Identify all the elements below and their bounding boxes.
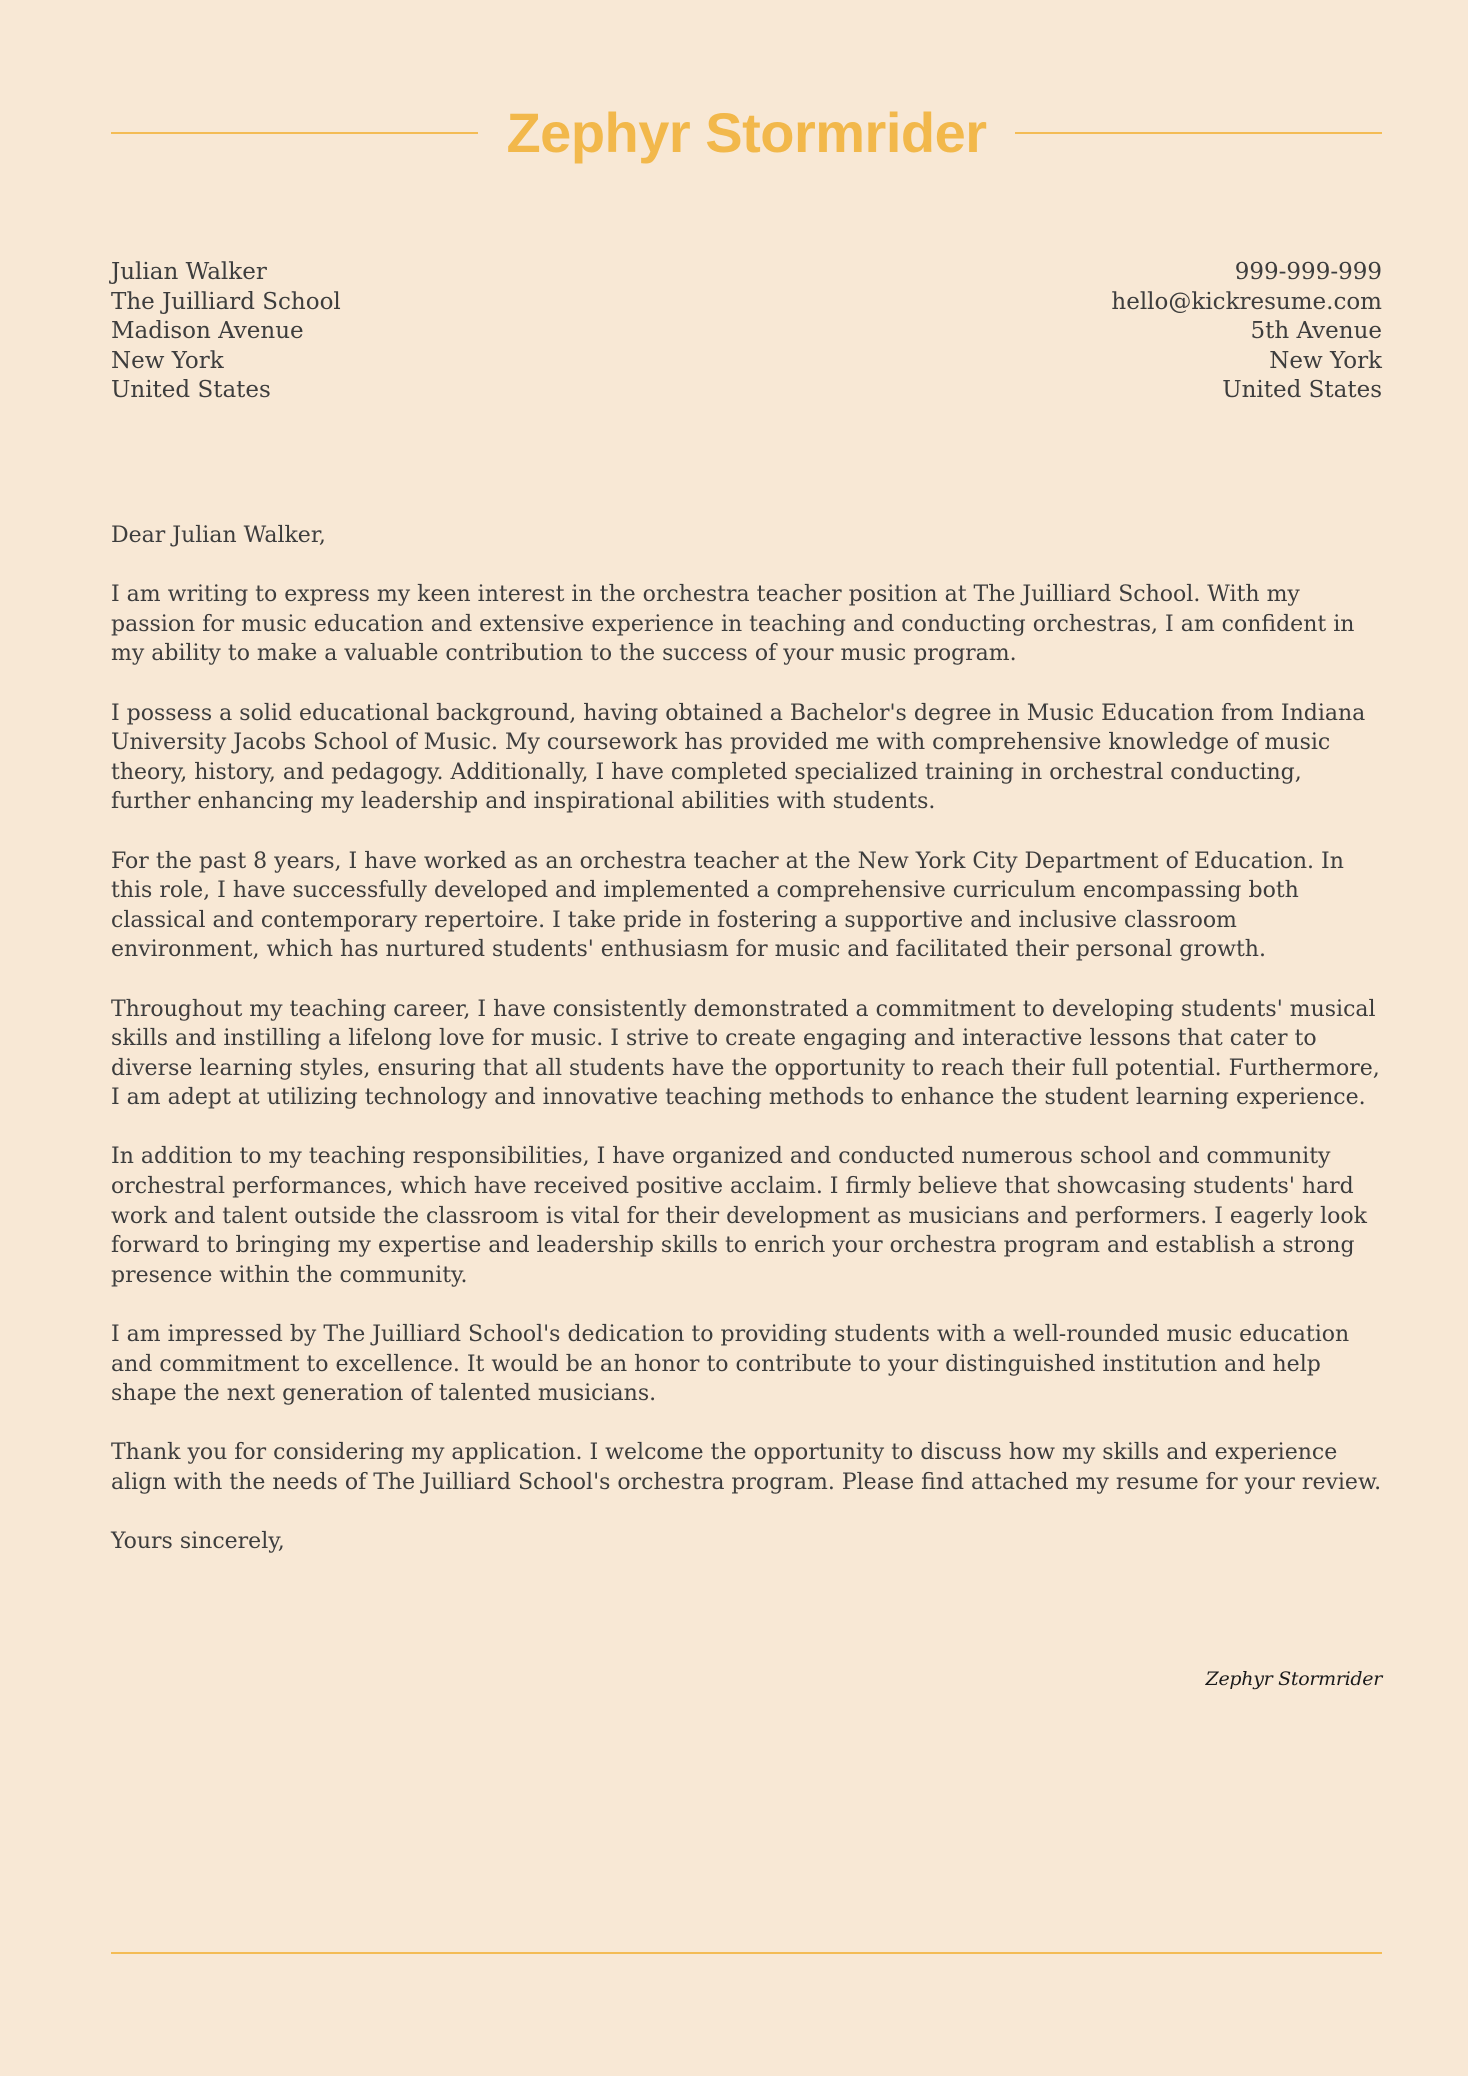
footer-divider <box>111 1952 1382 1954</box>
sender-name-title: Zephyr Stormrider <box>506 101 987 164</box>
header-divider-right <box>1015 132 1382 134</box>
letter-body <box>111 521 1382 1586</box>
letter-paragraph: In addition to my teaching responsibilities, I have organized and conducted numerous school and community orchestral performances, which have received positive acclaim. I firmly believe that showcasing students' hard work and talent outside the classroom is vital for their development as musicians and performers. I eagerly look forward to bringing my expertise and leadership skills to enrich your orchestra program and establish a strong presence within the community. <box>111 1144 1367 1288</box>
letter-paragraph: I am impressed by The Juilliard School's dedication to providing students with a well-rounded music education and commitment to excellence. It would be an honor to contribute to your distinguished institution and help shape the next generation of talented musicians. <box>111 1322 1350 1407</box>
sender-phone: 999-999-999 <box>1234 259 1382 285</box>
letter-paragraph: I possess a solid educational background, having obtained a Bachelor's degree in Music Education from Indiana University Jacobs School of Music. My coursework has provided me with comprehensive knowledge of music theory, history, and pedagogy. Additionally, I have completed specialized training in orchestral conducting, further enhancing my leadership and inspirational abilities with students. <box>111 700 1366 815</box>
letter-paragraph: Throughout my teaching career, I have consistently demonstrated a commitment to developing students' musical skills and instilling a lifelong love for music. I strive to create engaging and interactive lessons that cater to diverse learning styles, ensuring that all students have the opportunity to reach their full potential. Furthermore, I am adept at utilizing technology and innovative teaching methods to enhance the student learning experience. <box>111 996 1380 1111</box>
handwritten-signature: Zephyr Stormrider <box>1205 1668 1382 1690</box>
sender-street: 5th Avenue <box>1250 318 1382 345</box>
sender-city: New York <box>1269 347 1382 374</box>
sender-contact <box>1111 258 1382 406</box>
recipient-company: The Juilliard School <box>111 288 341 315</box>
recipient-country: United States <box>111 377 271 404</box>
recipient-address <box>111 258 341 406</box>
recipient-name: Julian Walker <box>111 259 267 285</box>
recipient-street: Madison Avenue <box>111 318 304 345</box>
sender-country: United States <box>1222 377 1382 404</box>
letter-paragraph: I am writing to express my keen interest in the orchestra teacher position at The Juilliard School. With my passion for music education and extensive experience in teaching and conducting orchestras, I am confident in my ability to make a valuable contribution to the success of your music program. <box>111 582 1355 667</box>
letter-paragraph: For the past 8 years, I have worked as an orchestra teacher at the New York City Department of Education. In this role, I have successfully developed and implemented a comprehensive curriculum encompassing both classical and contemporary repertoire. I take pride in fostering a supportive and inclusive classroom environment, which has nurtured students' enthusiasm for music and facilitated their personal growth. <box>111 848 1344 963</box>
letter-closing: Yours sincerely, <box>111 1529 285 1555</box>
letter-paragraph: Thank you for considering my application. I welcome the opportunity to discuss how my skills and experience align with the needs of The Juilliard School's orchestra program. Please find attached my resume for your review. <box>111 1440 1382 1495</box>
sender-email: hello@kickresume.com <box>1111 288 1382 315</box>
letter-greeting: Dear Julian Walker, <box>111 523 326 548</box>
letter-header <box>111 88 1382 178</box>
header-divider-left <box>111 132 478 134</box>
recipient-city: New York <box>111 347 224 374</box>
